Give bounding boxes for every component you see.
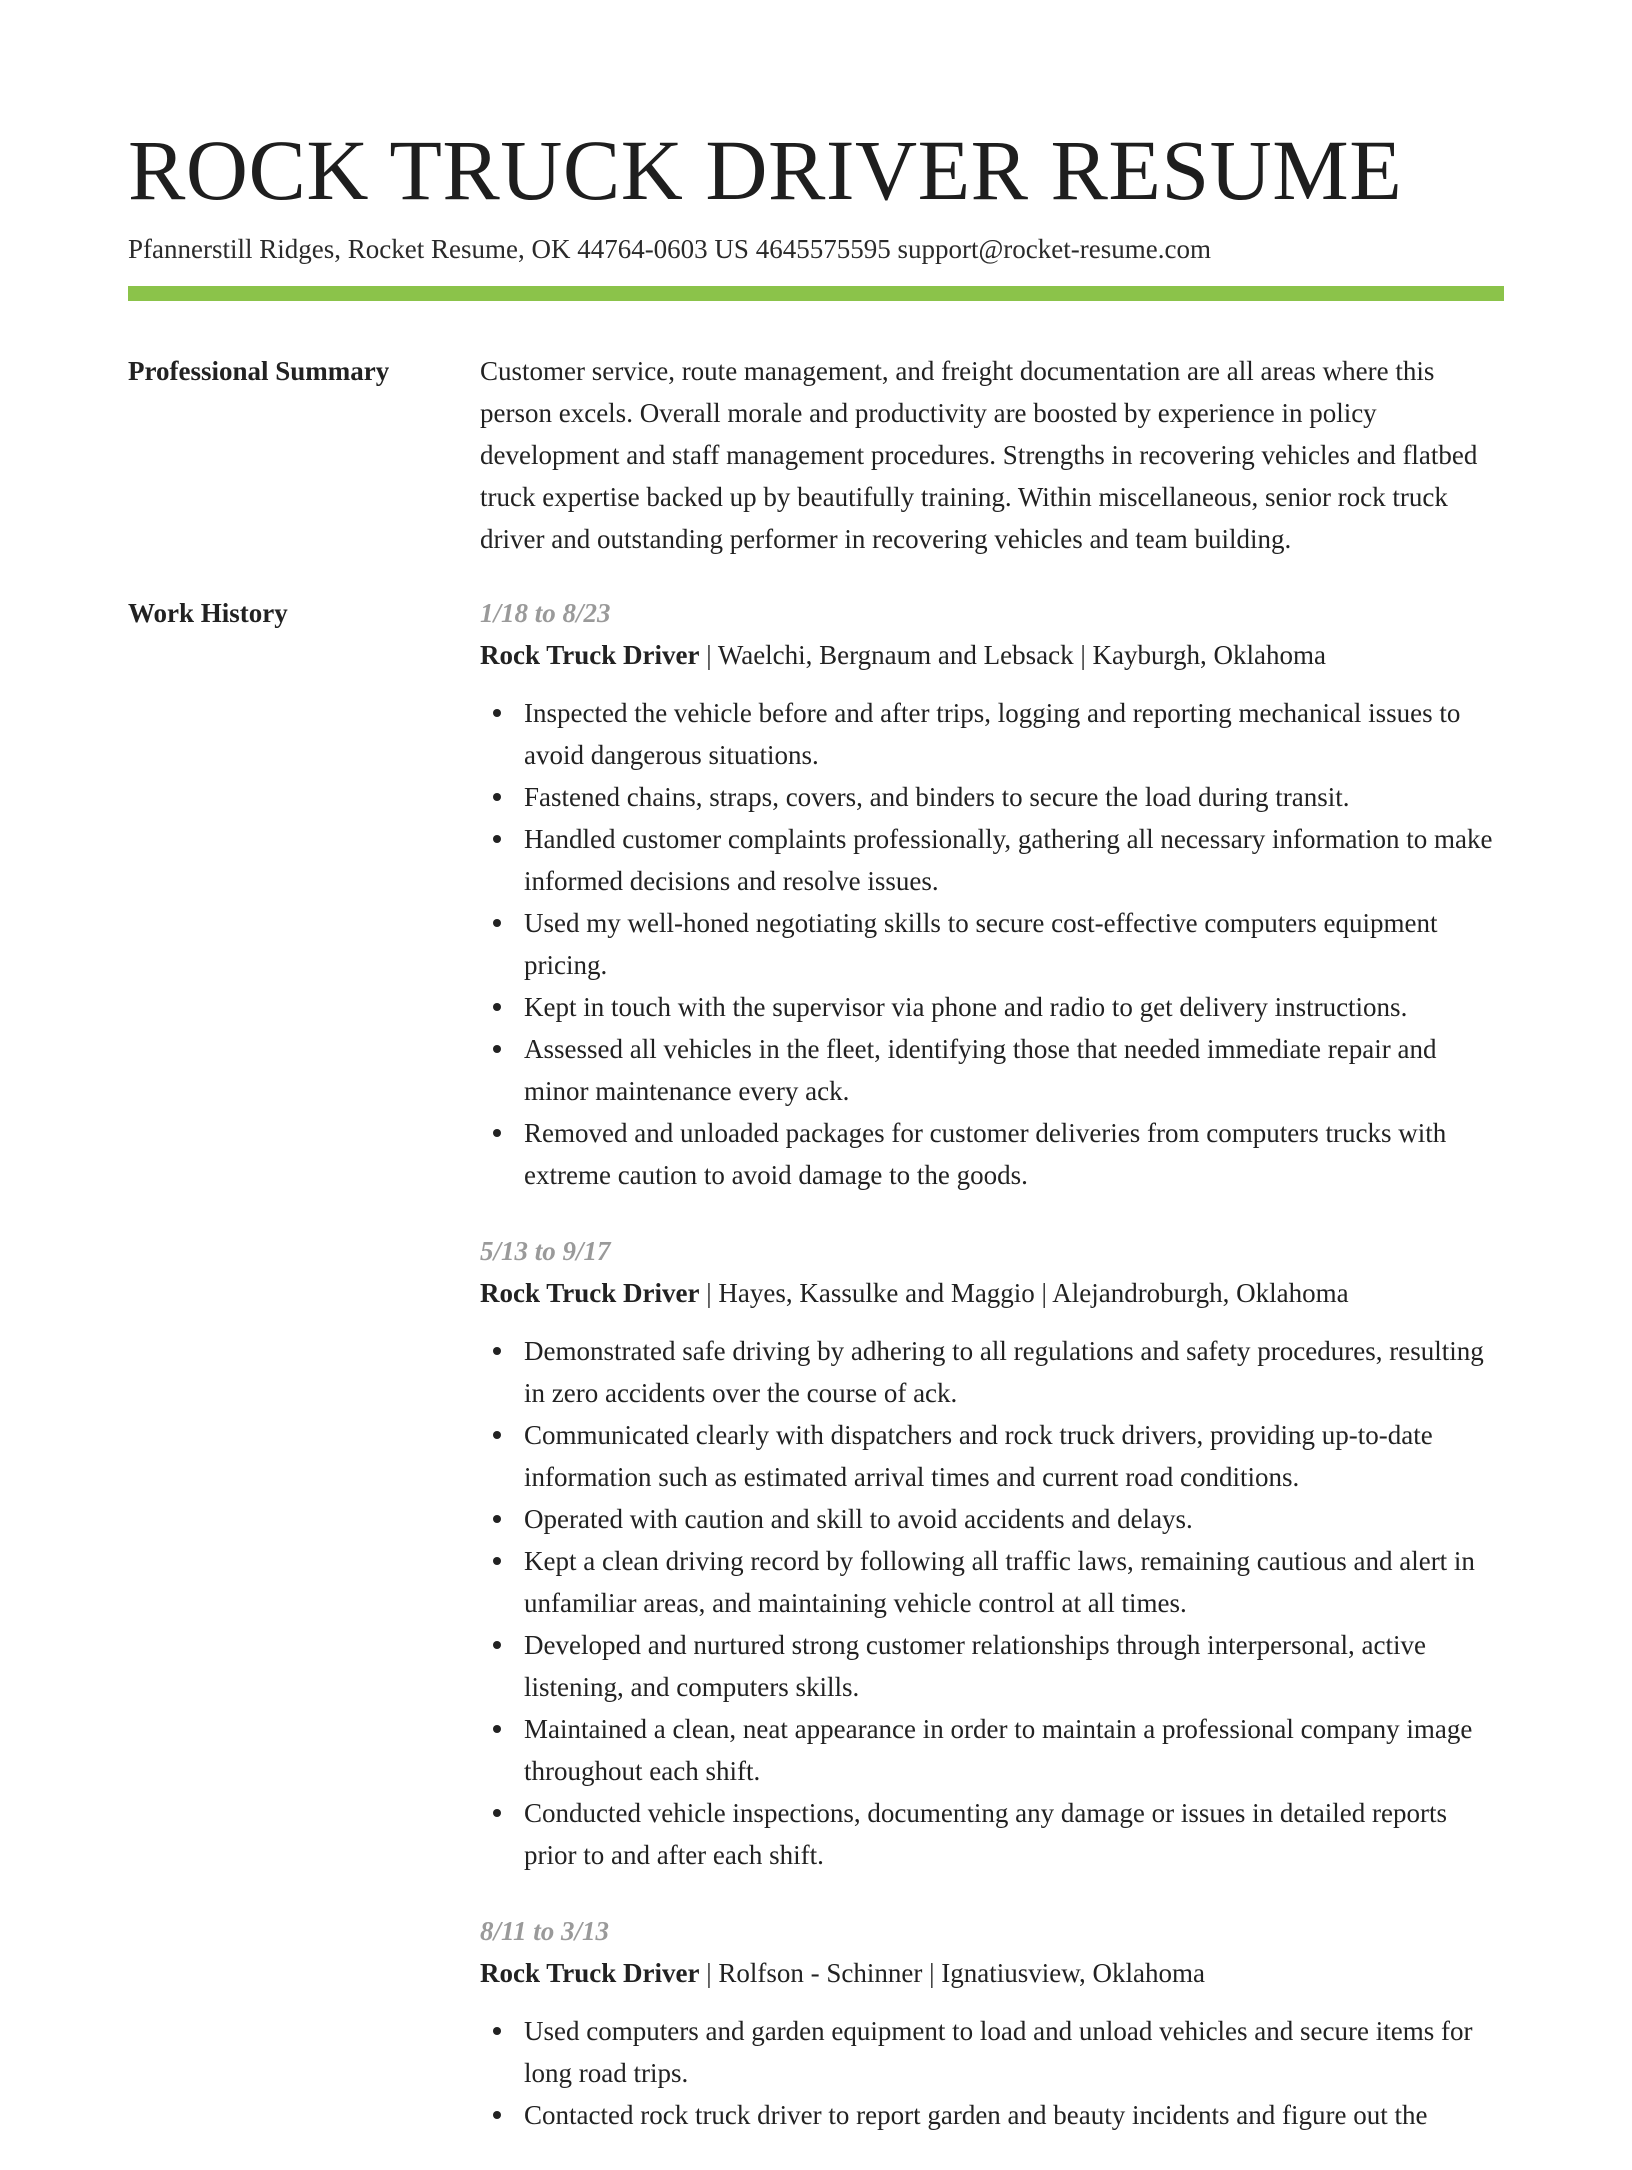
job-bullet: Handled customer complaints professionally, gathering all necessary information to make informed decisions and resolve issues. <box>524 818 1504 902</box>
job-bullet-list <box>480 692 1504 1196</box>
contact-line: Pfannerstill Ridges, Rocket Resume, OK 44764-0603 US 4645575595 support@rocket-resume.com <box>128 234 1211 264</box>
job-heading <box>480 634 1504 676</box>
job-dates: 8/11 to 3/13 <box>480 1916 610 1946</box>
job-title: Rock Truck Driver <box>480 1958 700 1988</box>
job-title: Rock Truck Driver <box>480 640 700 670</box>
job-heading <box>480 1272 1504 1314</box>
job-bullet: Contacted rock truck driver to report garden and beauty incidents and figure out the <box>524 2094 1504 2136</box>
job-company-location: | Waelchi, Bergnaum and Lebsack | Kayburgh, Oklahoma <box>699 640 1326 670</box>
job-company-location: | Hayes, Kassulke and Maggio | Alejandroburgh, Oklahoma <box>699 1278 1349 1308</box>
summary-heading: Professional Summary <box>128 356 390 386</box>
summary-text: Customer service, route management, and freight documentation are all areas where this person excels. Overall morale and productivity are boosted by experience in policy development and staff management procedures. Strengths in recovering vehicles and flatbed truck expertise backed up by beautifully training. Within miscellaneous, senior rock truck driver and outstanding performer in recovering vehicles and team building. <box>480 356 1478 554</box>
job-bullet: Kept in touch with the supervisor via phone and radio to get delivery instructions. <box>524 986 1504 1028</box>
job-bullet: Developed and nurtured strong customer relationships through interpersonal, active listening, and computers skills. <box>524 1624 1504 1708</box>
job-bullet: Communicated clearly with dispatchers and rock truck drivers, providing up-to-date information such as estimated arrival times and current road conditions. <box>524 1414 1504 1498</box>
work-history-heading: Work History <box>128 598 288 628</box>
job-bullet: Conducted vehicle inspections, documenting any damage or issues in detailed reports prior to and after each shift. <box>524 1792 1504 1876</box>
job-bullet: Maintained a clean, neat appearance in order to maintain a professional company image throughout each shift. <box>524 1708 1504 1792</box>
resume-title: ROCK TRUCK DRIVER RESUME <box>128 122 1403 218</box>
job-bullet: Removed and unloaded packages for customer deliveries from computers trucks with extreme caution to avoid damage to the goods. <box>524 1112 1504 1196</box>
job-dates: 5/13 to 9/17 <box>480 1236 611 1266</box>
job-bullet: Used computers and garden equipment to load and unload vehicles and secure items for long road trips. <box>524 2010 1504 2094</box>
job-bullet-list <box>480 1330 1504 1876</box>
job-entry <box>480 1910 1504 2136</box>
job-dates: 1/18 to 8/23 <box>480 598 611 628</box>
job-bullet: Used my well-honed negotiating skills to secure cost-effective computers equipment pricing. <box>524 902 1504 986</box>
job-entry <box>480 592 1504 1196</box>
job-entry <box>480 1230 1504 1876</box>
job-bullet: Operated with caution and skill to avoid accidents and delays. <box>524 1498 1504 1540</box>
job-bullet: Inspected the vehicle before and after trips, logging and reporting mechanical issues to avoid dangerous situations. <box>524 692 1504 776</box>
job-bullet: Kept a clean driving record by following all traffic laws, remaining cautious and alert in unfamiliar areas, and maintaining vehicle control at all times. <box>524 1540 1504 1624</box>
job-bullet: Demonstrated safe driving by adhering to all regulations and safety procedures, resulting in zero accidents over the course of ack. <box>524 1330 1504 1414</box>
job-bullet: Fastened chains, straps, covers, and binders to secure the load during transit. <box>524 776 1504 818</box>
accent-divider <box>128 286 1504 301</box>
job-title: Rock Truck Driver <box>480 1278 700 1308</box>
job-bullet-list <box>480 2010 1504 2136</box>
job-heading <box>480 1952 1504 1994</box>
job-company-location: | Rolfson - Schinner | Ignatiusview, Oklahoma <box>699 1958 1205 1988</box>
work-history-list <box>480 592 1504 2170</box>
job-bullet: Assessed all vehicles in the fleet, identifying those that needed immediate repair and minor maintenance every ack. <box>524 1028 1504 1112</box>
